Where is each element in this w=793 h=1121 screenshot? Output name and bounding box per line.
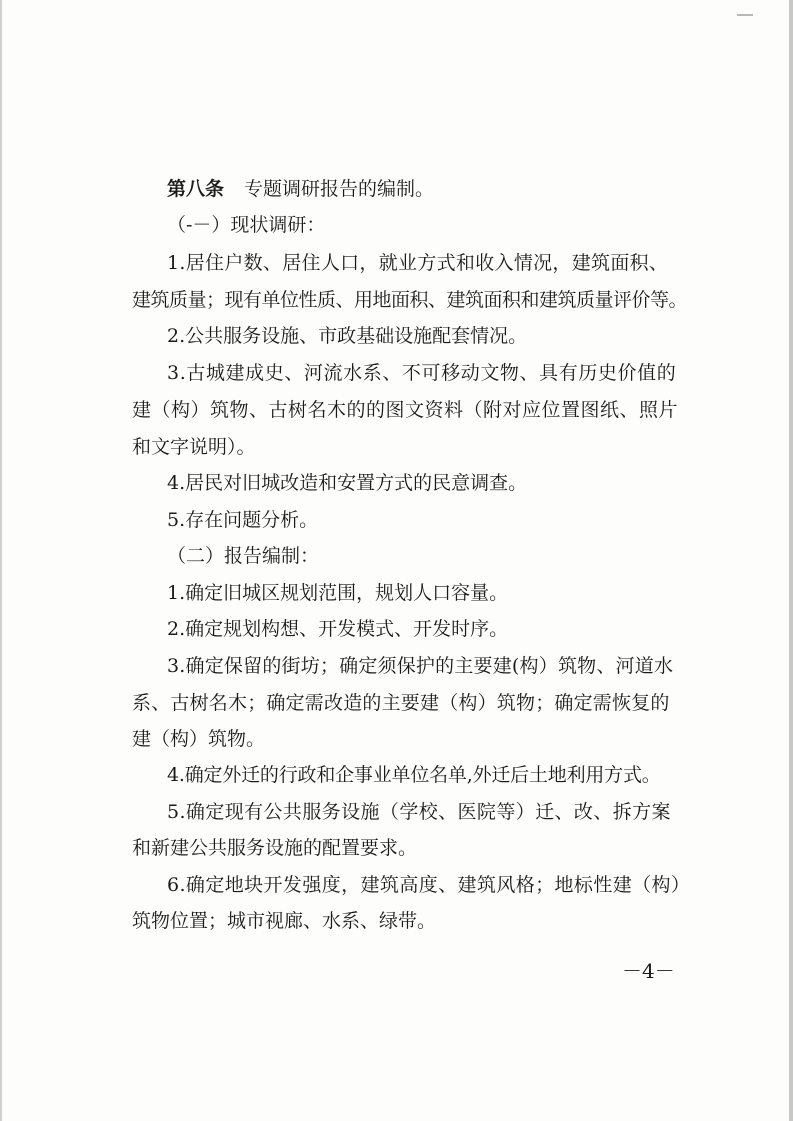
section-heading-current-survey: （-－）现状调研：: [167, 214, 326, 236]
scan-left-edge: [0, 0, 2, 1121]
paragraph-line: 5.确定现有公共服务设施（学校、医院等）迁、改、拆方案: [167, 801, 671, 823]
paragraph-line: 建筑质量；现有单位性质、用地面积、建筑面积和建筑质量评价等。: [132, 289, 688, 311]
paragraph-line: 2.确定规划构想、开发模式、开发时序。: [167, 618, 509, 640]
paragraph-line: 4.确定外迁的行政和企事业单位名单,外迁后土地利用方式。: [167, 764, 661, 786]
page-number: －4－: [622, 959, 675, 983]
paragraph-line: 建（构）筑物。: [132, 728, 266, 750]
paragraph-line: 筑物位置；城市视廊、水系、绿带。: [132, 910, 437, 932]
paragraph-line: 和新建公共服务设施的配置要求。: [132, 837, 418, 859]
paragraph-line: 4.居民对旧城改造和安置方式的民意调查。: [167, 472, 528, 494]
paragraph-line: 6.确定地块开发强度，建筑高度、建筑风格；地标性建（构）: [167, 874, 691, 896]
article-heading: [167, 176, 434, 202]
paragraph-line: 3.确定保留的街坊；确定须保护的主要建(构）筑物、河道水: [167, 655, 674, 677]
scan-mark: [737, 14, 753, 16]
paragraph-line: 3.古城建成史、河流水系、不可移动文物、具有历史价值的: [167, 362, 677, 384]
paragraph-line: 1.确定旧城区规划范围，规划人口容量。: [167, 582, 509, 604]
scan-right-edge: [789, 0, 793, 1121]
section-heading-report-compilation: （二）报告编制：: [167, 545, 320, 567]
paragraph-line: 1.居住户数、居住人口，就业方式和收入情况，建筑面积、: [167, 252, 669, 274]
paragraph-line: 5.存在问题分析。: [167, 509, 319, 531]
paragraph-line: 系、古树名木；确定需改造的主要建（构）筑物；确定需恢复的: [132, 692, 670, 714]
paragraph-line: 和文字说明）。: [132, 436, 256, 458]
paragraph-line: 2.公共服务设施、市政基础设施配套情况。: [167, 325, 528, 347]
article-title: 专题调研报告的编制。: [244, 178, 435, 200]
article-label: 第八条: [167, 178, 225, 200]
paragraph-line: 建（构）筑物、古树名木的的图文资料（附对应位置图纸、照片: [132, 399, 679, 421]
